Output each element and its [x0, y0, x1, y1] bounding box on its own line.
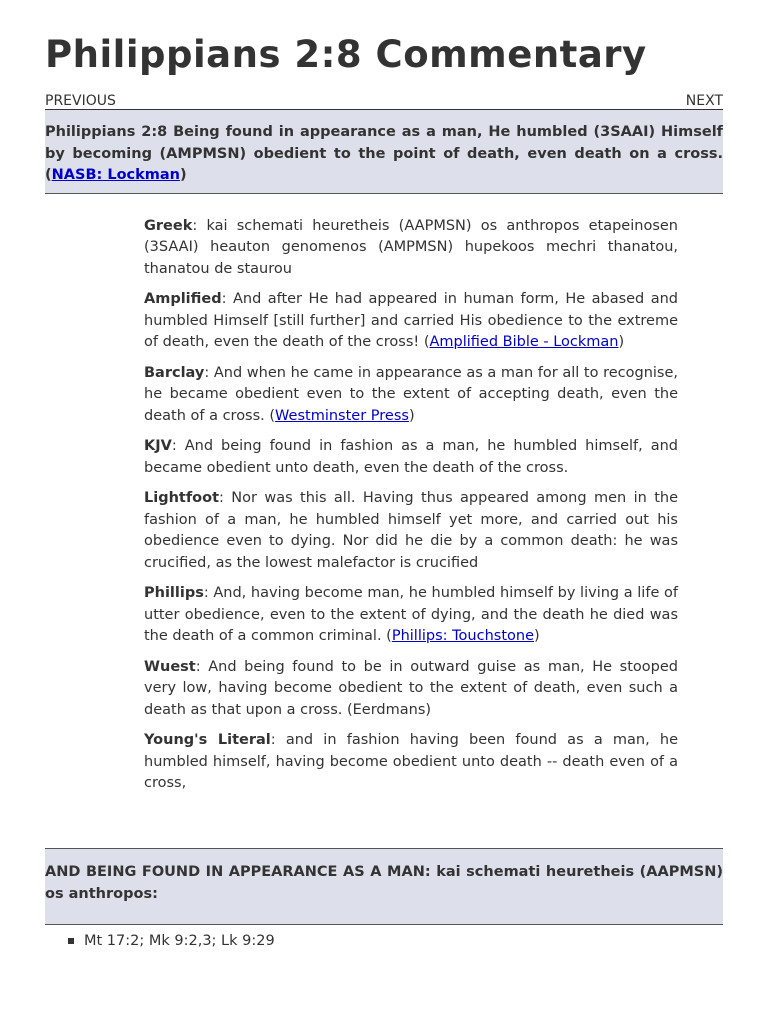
translation-name: Lightfoot — [144, 490, 220, 506]
translations-list — [144, 216, 678, 795]
translation-phillips — [144, 583, 678, 648]
translation-barclay — [144, 363, 678, 428]
translation-amplified — [144, 289, 678, 354]
translation-youngs-literal — [144, 730, 678, 795]
translation-text: : and in fashion having been found as a man, he humbled himself, having become obedient unto death -- death even of a cross, — [144, 732, 679, 791]
section-heading: AND BEING FOUND IN APPEARANCE AS A MAN: kai schemati heuretheis (AAPMSN) os anthropos: — [45, 848, 723, 925]
page — [45, 0, 723, 949]
translation-name: Greek — [144, 217, 193, 234]
nasb-link[interactable]: NASB: Lockman — [51, 167, 180, 183]
translation-text: : And, having become man, he humbled himself by living a life of utter obedience, even to the extent of dying, and the death he died was the death of a common criminal. ( — [144, 585, 678, 644]
translation-name: KJV — [144, 438, 172, 454]
previous-link[interactable]: PREVIOUS — [45, 93, 116, 109]
translation-lightfoot — [144, 488, 678, 574]
translation-text: : Nor was this all. Having thus appeared among men in the fashion of a man, he humbled himself yet more, and carried out his obedience even to dying. Nor did he die by a common death: he was crucified, as the lowest malefactor is crucified — [144, 490, 678, 571]
page-title: Philippians 2:8 Commentary — [45, 33, 647, 76]
translation-close: ) — [618, 334, 625, 350]
translation-close: ) — [408, 407, 415, 424]
amplified-link[interactable]: Amplified Bible - Lockman — [429, 334, 619, 350]
verse-text: Philippians 2:8 Being found in appearance as a man, He humbled (3SAAI) Himself by becoming (AMPMSN) obedient to the point of death, even death on a cross. ( — [45, 124, 723, 183]
translation-name: Phillips — [144, 585, 204, 601]
pager — [45, 93, 723, 110]
next-link[interactable]: NEXT — [685, 93, 723, 109]
westminster-link[interactable]: Westminster Press — [275, 407, 409, 424]
translation-wuest — [144, 657, 678, 722]
translation-close: ) — [533, 628, 540, 644]
translation-kjv — [144, 436, 678, 479]
verse-box — [45, 109, 723, 194]
translation-text: : And being found to be in outward guise as man, He stooped very low, having become obedient to the extent of death, even such a death as that upon a cross. (Eerdmans) — [144, 658, 678, 718]
translation-name: Wuest — [144, 658, 196, 675]
list-item — [45, 930, 275, 952]
translation-name: Barclay — [144, 364, 205, 381]
square-bullet-icon — [68, 938, 74, 944]
translation-text: : kai schemati heuretheis (AAPMSN) os anthropos etapeinosen (3SAAI) heauton genomenos (AMPMSN) hupekoos mechri thanatou, thanatou de staurou — [144, 217, 678, 277]
reference-list — [45, 930, 275, 952]
translation-name: Amplified — [144, 291, 222, 307]
translation-text: : And after He had appeared in human form, He abased and humbled Himself [still further] and carried His obedience to the extreme of death, even the death of the cross! ( — [144, 291, 678, 350]
translation-greek — [144, 216, 678, 281]
reference-text: Mt 17:2; Mk 9:2,3; Lk 9:29 — [84, 933, 275, 949]
translation-name: Young's Literal — [144, 732, 271, 748]
translation-text: : And being found in fashion as a man, he humbled himself, and became obedient unto death, even the death of the cross. — [144, 438, 678, 476]
translation-text: : And when he came in appearance as a man for all to recognise, he became obedient even to the extent of accepting death, even the death of a cross. ( — [144, 364, 678, 424]
verse-close: ) — [180, 167, 187, 183]
phillips-link[interactable]: Phillips: Touchstone — [391, 628, 534, 644]
